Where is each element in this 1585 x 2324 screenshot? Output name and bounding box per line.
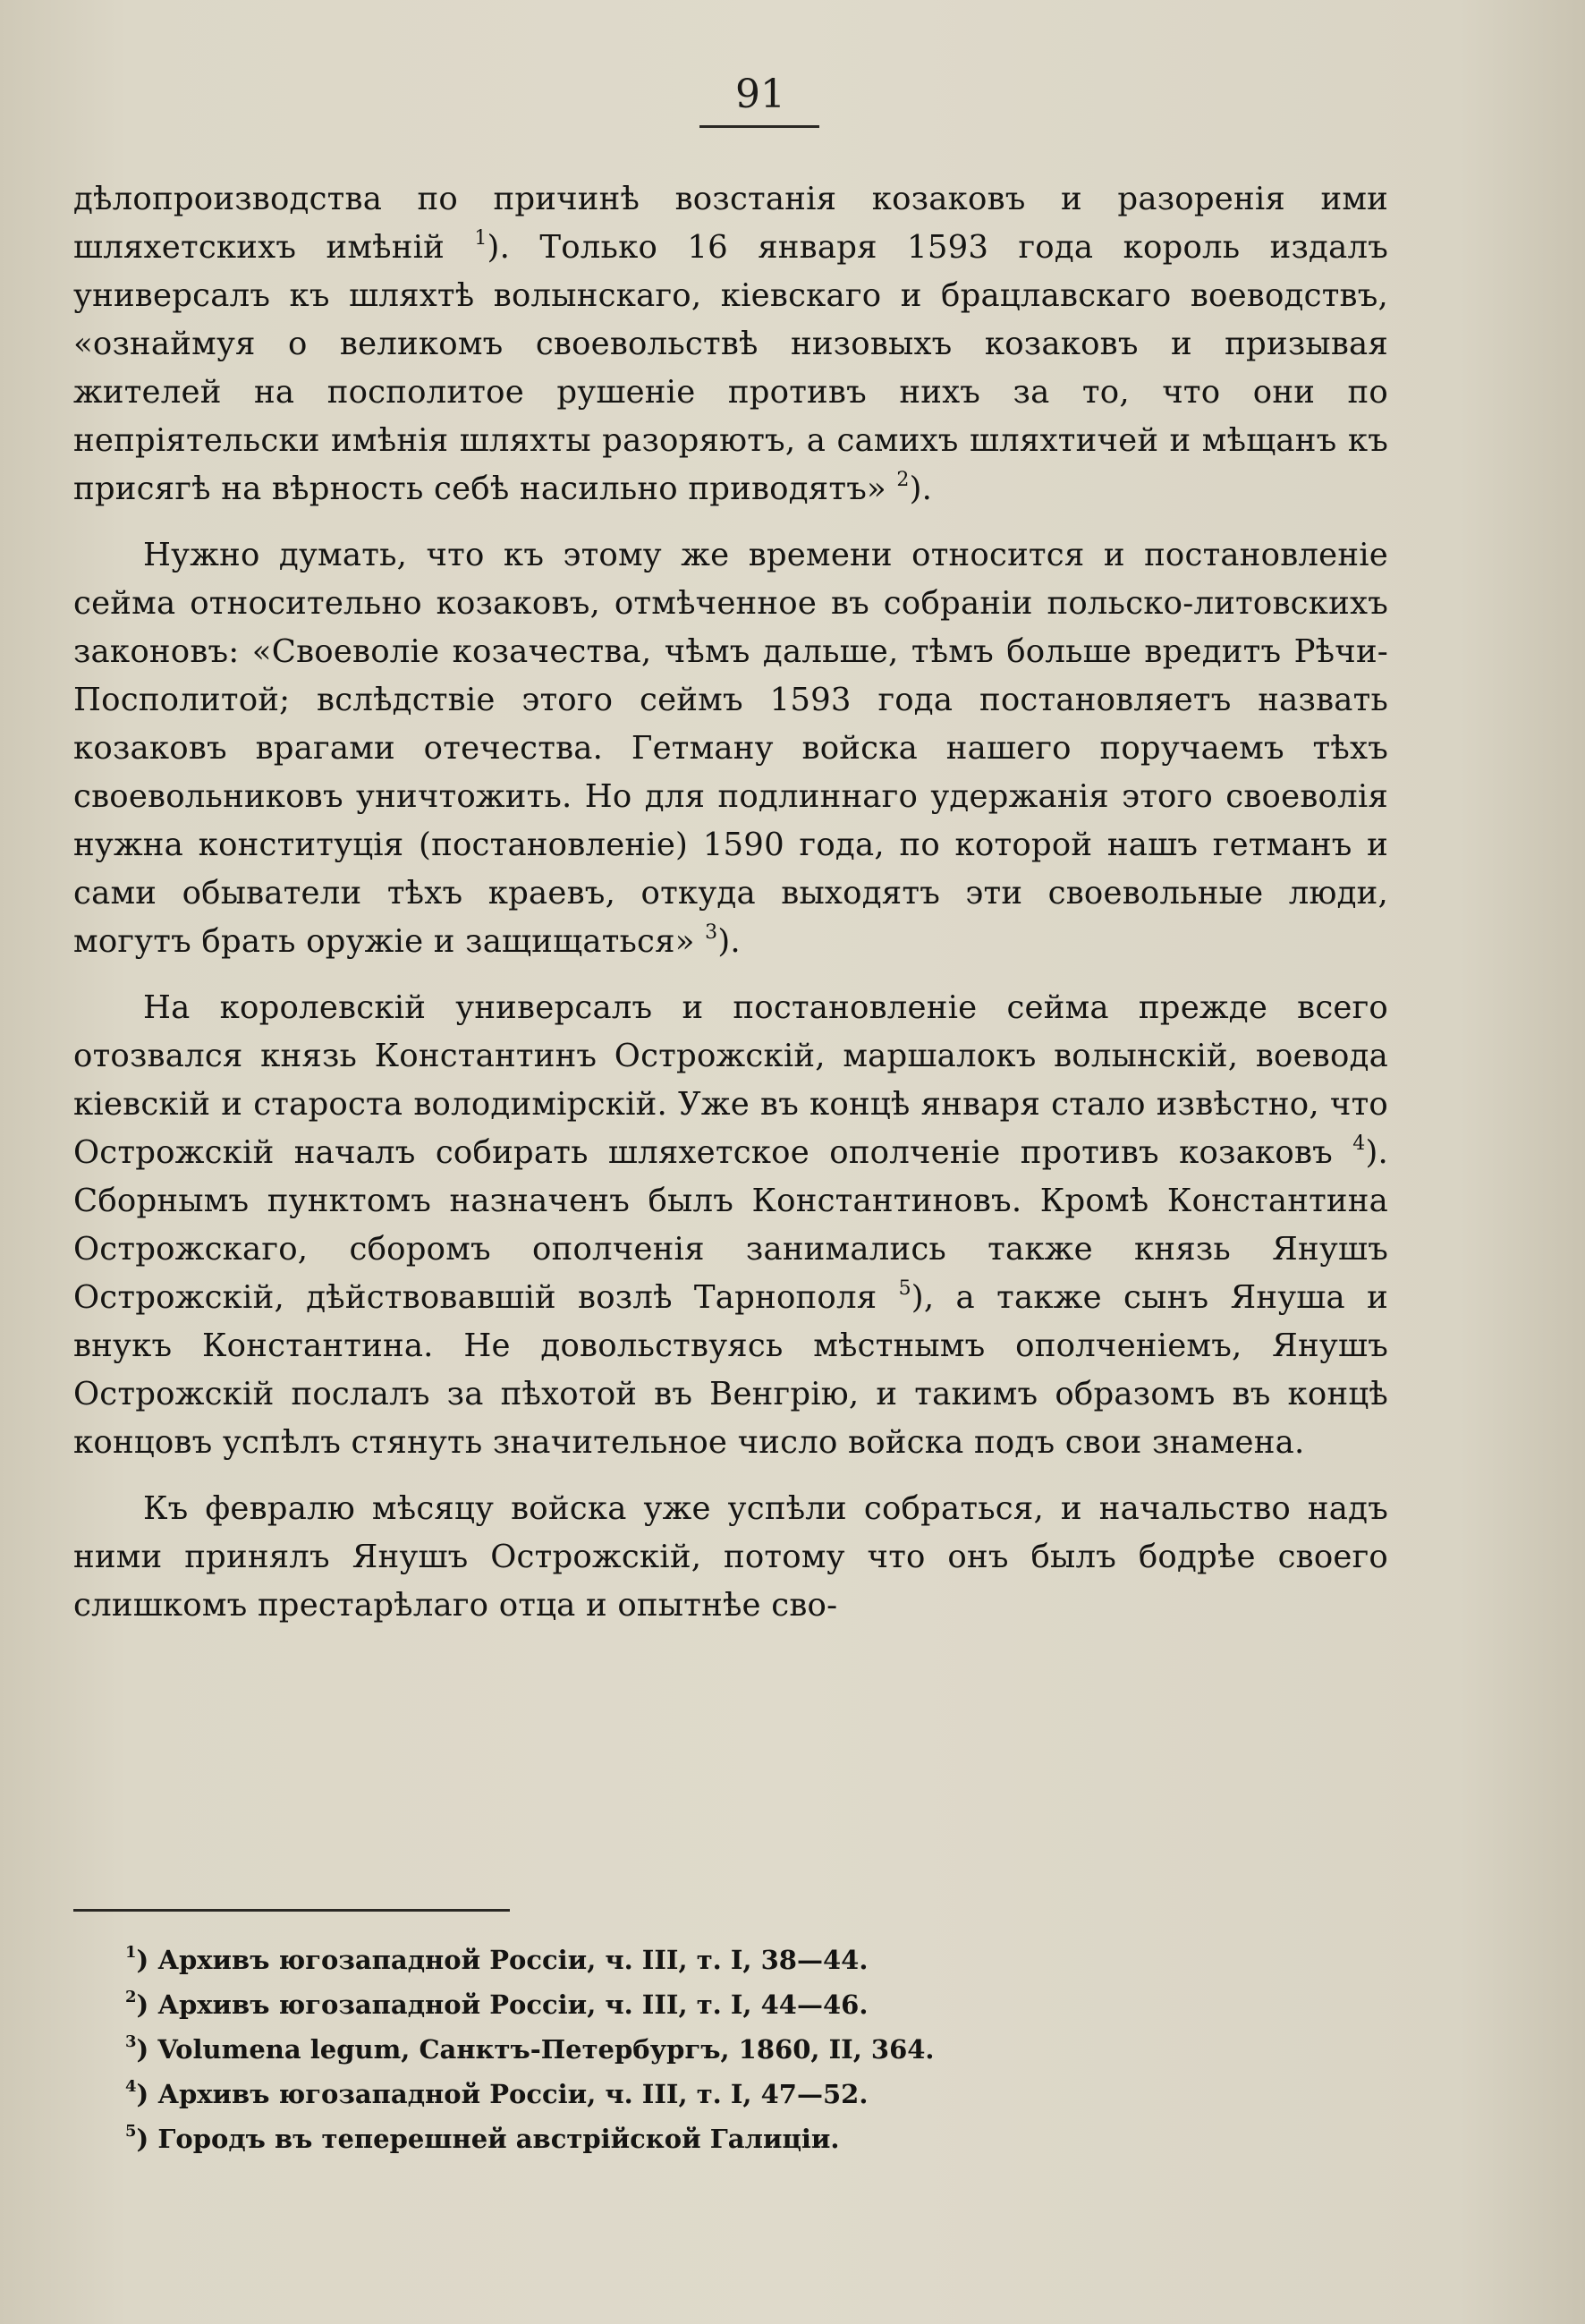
footnote-text: ) Архивъ югозападной Россіи, ч. III, т. I, 47—52.: [136, 2079, 869, 2109]
footnote-mark: 4: [125, 2077, 137, 2097]
footnote: [125, 2027, 1252, 2072]
footnotes: [125, 1938, 1252, 2161]
footnote-ref: 1: [474, 227, 487, 250]
footnote-text: ) Архивъ югозападной Россіи, ч. III, т. I, 44—46.: [136, 1989, 869, 2020]
paragraph: [73, 1485, 1388, 1630]
footnote-mark: 2: [125, 1988, 137, 2007]
paragraph: [73, 984, 1388, 1467]
text-run: ).: [909, 471, 933, 507]
footnote-ref: 5: [898, 1277, 911, 1301]
paragraph: [73, 531, 1388, 966]
text-run: ). Сборнымъ пунктомъ назначенъ былъ Константиновъ. Кромѣ Константина Острожскаго, сборомъ ополченія занимались также князь Янушъ Острожскій, дѣйствовавшій возлѣ Тарнополя: [73, 1134, 1388, 1316]
text-run: Къ февралю мѣсяцу войска уже успѣли собраться, и начальство надъ ними принялъ Янушъ Острожскій, потому что онъ былъ бодрѣе своего слишкомъ престарѣлаго отца и опытнѣе сво-: [73, 1490, 1388, 1624]
text-run: ), а также сынъ Януша и внукъ Константина. Не довольствуясь мѣстнымъ ополченіемъ, Янушъ Острожскій послалъ за пѣхотой въ Венгрію, и такимъ образомъ въ концѣ концовъ успѣлъ стянуть значительное число войска подъ свои знамена.: [73, 1279, 1388, 1461]
footnote-mark: 1: [125, 1943, 137, 1963]
footnote-mark: 3: [125, 2032, 137, 2052]
footnote-ref: 2: [896, 469, 910, 492]
text-run: ).: [717, 923, 741, 960]
footnote-separator: [73, 1909, 510, 1912]
footnote-text: ) Архивъ югозападной Россіи, ч. III, т. I, 38—44.: [136, 1945, 869, 1975]
footnote: [125, 1982, 1252, 2027]
text-run: ). Только 16 января 1593 года король издалъ универсалъ къ шляхтѣ волынскаго, кіевскаго и брацлавскаго воеводствъ, «ознаймуя о великомъ своевольствѣ низовыхъ козаковъ и призывая жителей на посполитое рушеніе противъ нихъ за то, что они по непріятельски имѣнія шляхты разоряютъ, а самихъ шляхтичей и мѣщанъ къ присягѣ на вѣрность себѣ насильно приводятъ»: [73, 229, 1388, 507]
paragraph: [73, 175, 1388, 513]
footnote-text: ) Volumena legum, Санктъ-Петербургъ, 1860, II, 364.: [136, 2034, 935, 2065]
page-number: 91: [735, 72, 785, 117]
footnote-text: ) Городъ въ теперешней австрійской Галиціи.: [136, 2124, 840, 2154]
text-run: На королевскій универсалъ и постановленіе сейма прежде всего отозвался князь Константинъ Острожскій, маршалокъ волынскій, воевода кіевскій и староста володимірскій. Уже въ концѣ января стало извѣстно, что Острожскій началъ собирать шляхетское ополченіе противъ козаковъ: [73, 989, 1388, 1171]
footnote-ref: 3: [705, 921, 718, 945]
body-text: [73, 175, 1388, 1630]
page-number-rule: [699, 125, 819, 128]
footnote: [125, 1938, 1252, 1982]
footnote-ref: 4: [1352, 1132, 1366, 1156]
footnote: [125, 2116, 1252, 2161]
footnote-mark: 5: [125, 2122, 137, 2142]
text-run: дѣлопроизводства по причинѣ возстанія козаковъ и разоренія ими шляхетскихъ имѣній: [73, 181, 1388, 266]
text-run: Нужно думать, что къ этому же времени относится и постановленіе сейма относительно козаковъ, отмѣченное въ собраніи польско-литовскихъ законовъ: «Своеволіе козачества, чѣмъ дальше, тѣмъ больше вредитъ Рѣчи-Посполитой; вслѣдствіе этого сеймъ 1593 года постановляетъ назвать козаковъ врагами отечества. Гетману войска нашего поручаемъ тѣхъ своевольниковъ уничтожить. Но для подлиннаго удержанія этого своеволія нужна конституція (постановленіе) 1590 года, по которой нашъ гетманъ и сами обыватели тѣхъ краевъ, откуда выходятъ эти своевольные люди, могутъ брать оружіе и защищаться»: [73, 537, 1388, 960]
footnote: [125, 2072, 1252, 2116]
